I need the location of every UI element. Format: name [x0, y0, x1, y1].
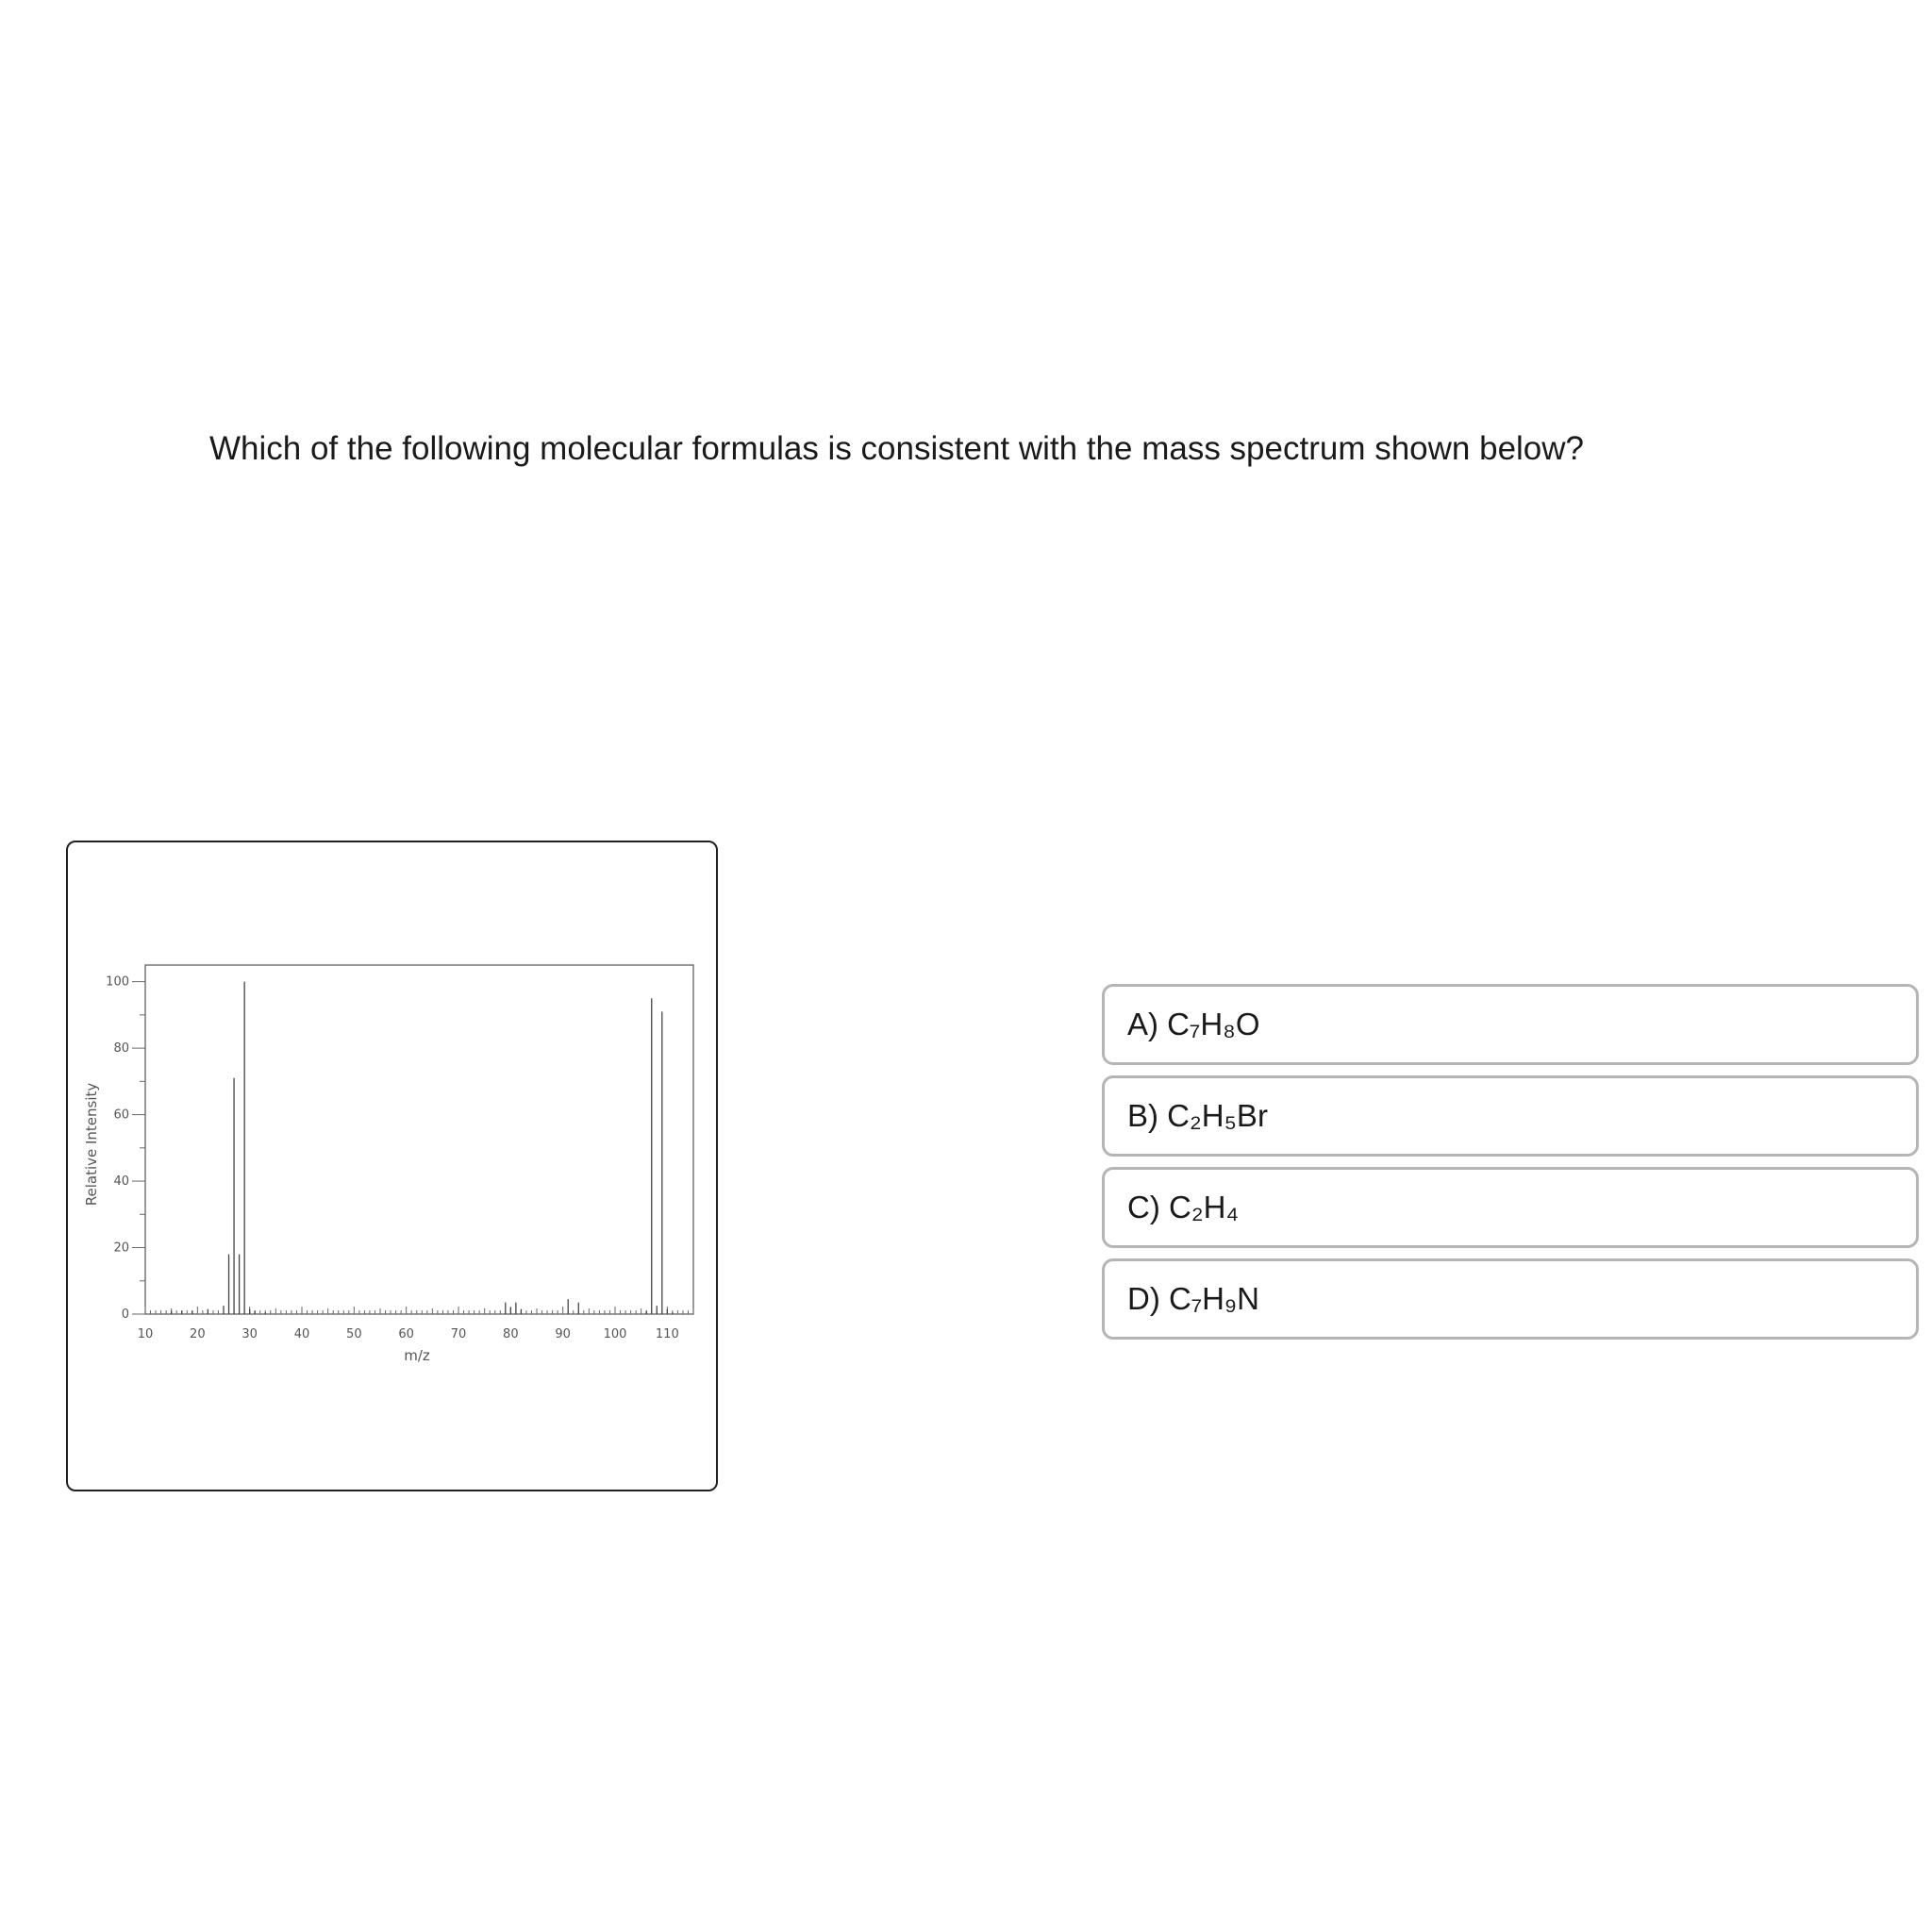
y-tick-label: 60: [113, 1108, 129, 1123]
question-text: Which of the following molecular formulas is consistent with the mass spectrum shown below?: [209, 430, 1585, 467]
x-tick-label: 60: [398, 1327, 414, 1341]
x-tick-label: 100: [603, 1327, 627, 1341]
option-d[interactable]: [1102, 1258, 1919, 1340]
x-tick-label: 110: [655, 1327, 679, 1341]
x-tick-label: 10: [137, 1327, 154, 1341]
x-tick-label: 20: [190, 1327, 206, 1341]
y-tick-label: 40: [113, 1174, 129, 1190]
y-tick-label: 20: [113, 1241, 129, 1256]
mass-spectrum-chart: [68, 842, 720, 1493]
x-tick-label: 80: [503, 1327, 519, 1341]
y-tick-label: 80: [113, 1041, 129, 1057]
x-tick-label: 90: [555, 1327, 571, 1341]
y-axis-label: Relative Intensity: [83, 1082, 100, 1207]
option-a[interactable]: [1102, 984, 1919, 1065]
y-tick-label: 100: [106, 974, 129, 990]
option-d-label: D) C₇H₉N: [1127, 1281, 1259, 1316]
option-a-label: A) C₇H₈O: [1127, 1007, 1260, 1041]
option-c-label: C) C₂H₄: [1127, 1190, 1239, 1224]
x-axis-label: m/z: [404, 1347, 430, 1364]
mass-spectrum-figure: [66, 841, 718, 1491]
option-c[interactable]: [1102, 1167, 1919, 1248]
x-tick-label: 30: [242, 1327, 258, 1341]
x-tick-label: 40: [293, 1327, 310, 1341]
y-tick-label: 0: [121, 1307, 129, 1322]
x-tick-label: 70: [450, 1327, 467, 1341]
x-tick-label: 50: [346, 1327, 362, 1341]
option-b-label: B) C₂H₅Br: [1127, 1098, 1268, 1133]
option-b[interactable]: [1102, 1075, 1919, 1157]
plot-frame: [145, 965, 693, 1314]
